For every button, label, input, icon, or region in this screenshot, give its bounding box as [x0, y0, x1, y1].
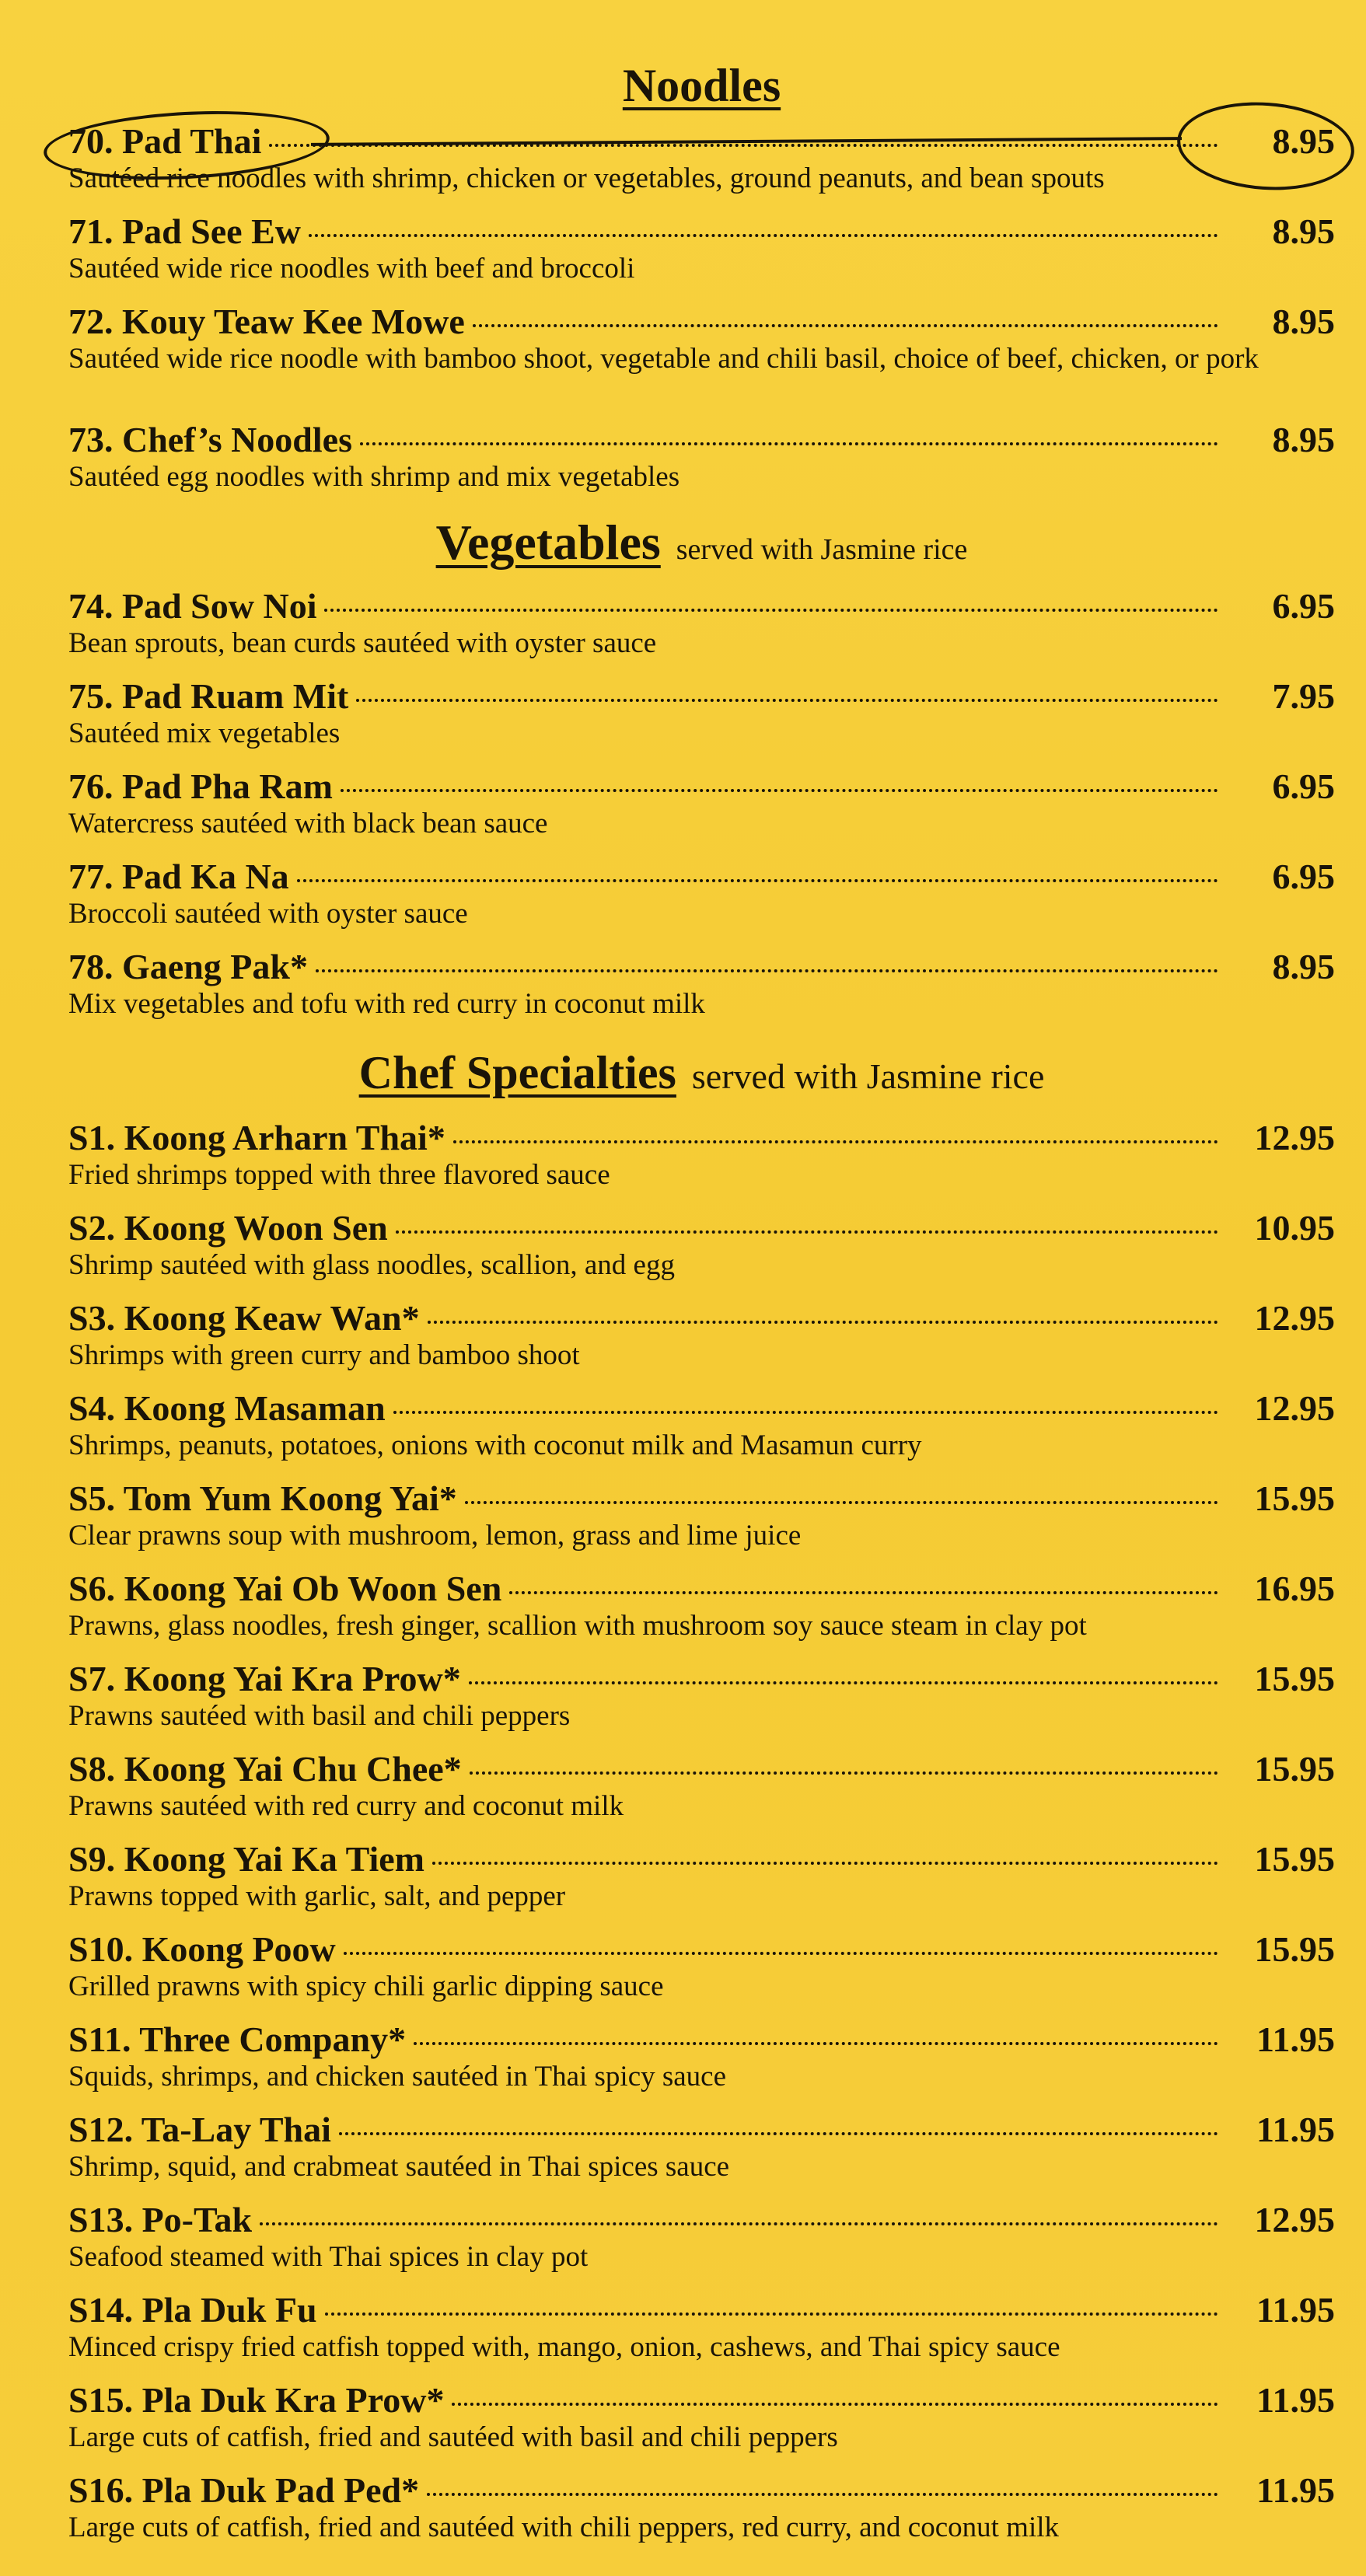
dot-leader	[427, 2493, 1218, 2496]
item-price: 8.95	[1272, 121, 1335, 161]
item-price: 6.95	[1272, 766, 1335, 806]
dot-leader	[341, 789, 1218, 792]
item-name: 72. Kouy Teaw Kee Mowe	[68, 302, 465, 341]
item-price: 11.95	[1256, 2019, 1335, 2059]
menu-item	[68, 418, 1335, 508]
item-description: Minced crispy fried catfish topped with, mango, onion, cashews, and Thai spicy sauce	[68, 2331, 1060, 2363]
section-vegetables-header	[68, 515, 1335, 585]
item-price: 15.95	[1254, 1929, 1335, 1969]
dot-leader	[324, 609, 1218, 612]
dot-leader	[470, 1771, 1218, 1775]
dot-leader	[452, 2403, 1218, 2406]
item-description: Shrimp sautéed with glass noodles, scallion, and egg	[68, 1249, 675, 1281]
item-price: 15.95	[1254, 1659, 1335, 1698]
dot-leader	[339, 2132, 1218, 2135]
item-price: 8.95	[1272, 211, 1335, 251]
item-description: Broccoli sautéed with oyster sauce	[68, 898, 468, 930]
item-price: 8.95	[1272, 947, 1335, 986]
dot-leader	[469, 1681, 1218, 1684]
item-name: 74. Pad Sow Noi	[68, 586, 317, 626]
item-price: 6.95	[1272, 857, 1335, 896]
item-name: S8. Koong Yai Chu Chee*	[68, 1749, 462, 1789]
item-description: Sautéed rice noodles with shrimp, chicken or vegetables, ground peanuts, and bean spouts	[68, 162, 1105, 194]
item-price: 6.95	[1272, 586, 1335, 626]
item-description: Shrimps with green curry and bamboo shoot	[68, 1339, 580, 1371]
menu-item	[68, 1297, 1335, 1387]
menu-item	[68, 2108, 1335, 2198]
dot-leader	[269, 144, 1218, 147]
item-description: Shrimp, squid, and crabmeat sautéed in Thai spices sauce	[68, 2151, 730, 2183]
item-price: 11.95	[1256, 2470, 1335, 2510]
item-name: S15. Pla Duk Kra Prow*	[68, 2380, 445, 2420]
menu-item	[68, 120, 1335, 210]
item-price: 15.95	[1254, 1478, 1335, 1518]
dot-leader	[393, 1411, 1218, 1414]
item-price: 12.95	[1254, 1118, 1335, 1157]
item-name: S11. Three Company*	[68, 2019, 407, 2059]
dot-leader	[344, 1952, 1218, 1955]
item-description: Sautéed mix vegetables	[68, 717, 341, 749]
menu-item	[68, 210, 1335, 300]
item-name: S13. Po-Tak	[68, 2200, 253, 2239]
item-name: S7. Koong Yai Kra Prow*	[68, 1659, 461, 1698]
item-description: Sautéed egg noodles with shrimp and mix vegetables	[68, 461, 680, 493]
item-description: Bean sprouts, bean curds sautéed with oyster sauce	[68, 627, 657, 659]
menu-item	[68, 1747, 1335, 1838]
section-subtitle: served with Jasmine rice	[676, 533, 968, 566]
item-description: Mix vegetables and tofu with red curry in coconut milk	[68, 988, 705, 1020]
item-name: S6. Koong Yai Ob Woon Sen	[68, 1569, 502, 1608]
dot-leader	[309, 234, 1218, 237]
menu-item	[68, 585, 1335, 675]
item-description: Prawns sautéed with red curry and coconut milk	[68, 1790, 624, 1822]
section-subtitle: served with Jasmine rice	[691, 1056, 1045, 1096]
dot-leader	[316, 969, 1218, 972]
item-description: Sautéed wide rice noodles with beef and broccoli	[68, 253, 635, 284]
item-description: Grilled prawns with spicy chili garlic dipping sauce	[68, 1970, 664, 2002]
dot-leader	[325, 2312, 1218, 2316]
item-description: Watercress sautéed with black bean sauce	[68, 808, 548, 839]
dot-leader	[356, 699, 1218, 702]
menu-item	[68, 1928, 1335, 2018]
item-price: 15.95	[1254, 1749, 1335, 1789]
item-price: 8.95	[1272, 420, 1335, 459]
dot-leader	[428, 1321, 1218, 1324]
item-price: 7.95	[1272, 676, 1335, 716]
item-name: S12. Ta-Lay Thai	[68, 2110, 331, 2149]
item-description: Squids, shrimps, and chicken sautéed in Thai spicy sauce	[68, 2061, 727, 2093]
item-price: 11.95	[1256, 2110, 1335, 2149]
menu-item	[68, 765, 1335, 855]
item-name: S5. Tom Yum Koong Yai*	[68, 1478, 457, 1518]
menu-item	[68, 1206, 1335, 1297]
item-price: 12.95	[1254, 2200, 1335, 2239]
menu-item	[68, 1387, 1335, 1477]
menu-item	[68, 855, 1335, 945]
menu-item	[68, 1477, 1335, 1567]
section-chef-specialties-header	[68, 1049, 1335, 1116]
item-price: 15.95	[1254, 1839, 1335, 1879]
item-price: 12.95	[1254, 1298, 1335, 1338]
dot-leader	[432, 1862, 1218, 1865]
menu-item	[68, 1116, 1335, 1206]
item-name: 76. Pad Pha Ram	[68, 766, 333, 806]
item-name: S16. Pla Duk Pad Ped*	[68, 2470, 420, 2510]
menu-item	[68, 1567, 1335, 1657]
item-description: Fried shrimps topped with three flavored sauce	[68, 1159, 610, 1191]
item-price: 16.95	[1254, 1569, 1335, 1608]
menu-item	[68, 2379, 1335, 2469]
item-description: Prawns topped with garlic, salt, and pepper	[68, 1880, 566, 1912]
item-name: 77. Pad Ka Na	[68, 857, 289, 896]
item-name: S3. Koong Keaw Wan*	[68, 1298, 420, 1338]
item-description: Clear prawns soup with mushroom, lemon, grass and lime juice	[68, 1520, 802, 1552]
menu-item	[68, 300, 1335, 418]
item-name: S2. Koong Woon Sen	[68, 1208, 388, 1248]
dot-leader	[396, 1230, 1218, 1234]
item-description: Sautéed wide rice noodle with bamboo shoot, vegetable and chili basil, choice of beef, chicken, or pork	[68, 343, 1259, 375]
item-name: 73. Chef’s Noodles	[68, 420, 352, 459]
item-name: 71. Pad See Ew	[68, 211, 301, 251]
item-description: Seafood steamed with Thai spices in clay pot	[68, 2241, 589, 2273]
item-name: S4. Koong Masaman	[68, 1388, 386, 1428]
dot-leader	[414, 2042, 1218, 2045]
dot-leader	[509, 1591, 1218, 1594]
section-title: Noodles	[622, 60, 781, 111]
item-price: 10.95	[1254, 1208, 1335, 1248]
section-title: Vegetables	[435, 515, 661, 570]
item-description: Prawns sautéed with basil and chili peppers	[68, 1700, 571, 1732]
menu-item	[68, 2018, 1335, 2108]
section-noodles-header	[68, 62, 1335, 120]
item-name: S10. Koong Poow	[68, 1929, 336, 1969]
menu-item	[68, 2469, 1335, 2559]
menu-item	[68, 945, 1335, 1035]
item-description: Prawns, glass noodles, fresh ginger, scallion with mushroom soy sauce steam in clay pot	[68, 1610, 1087, 1642]
dot-leader	[473, 324, 1218, 327]
item-price: 11.95	[1256, 2380, 1335, 2420]
section-title: Chef Specialties	[358, 1047, 676, 1098]
item-description: Large cuts of catfish, fried and sautéed with basil and chili peppers	[68, 2421, 838, 2453]
menu-item	[68, 675, 1335, 765]
menu-item	[68, 1657, 1335, 1747]
item-name: 78. Gaeng Pak*	[68, 947, 308, 986]
dot-leader	[360, 442, 1218, 445]
item-name: 75. Pad Ruam Mit	[68, 676, 349, 716]
item-price: 8.95	[1272, 302, 1335, 341]
item-name: S14. Pla Duk Fu	[68, 2290, 317, 2330]
item-name: 70. Pad Thai	[68, 121, 262, 161]
item-price: 12.95	[1254, 1388, 1335, 1428]
item-name: S1. Koong Arharn Thai*	[68, 1118, 445, 1157]
dot-leader	[297, 879, 1218, 882]
dot-leader	[465, 1501, 1218, 1504]
menu-item	[68, 2198, 1335, 2288]
item-description: Shrimps, peanuts, potatoes, onions with coconut milk and Masamun curry	[68, 1429, 922, 1461]
menu-item	[68, 2288, 1335, 2379]
dot-leader	[453, 1140, 1218, 1143]
item-price: 11.95	[1256, 2290, 1335, 2330]
item-description: Large cuts of catfish, fried and sautéed with chili peppers, red curry, and coconut milk	[68, 2511, 1060, 2543]
dot-leader	[260, 2222, 1218, 2225]
menu-item	[68, 1838, 1335, 1928]
item-name: S9. Koong Yai Ka Tiem	[68, 1839, 424, 1879]
